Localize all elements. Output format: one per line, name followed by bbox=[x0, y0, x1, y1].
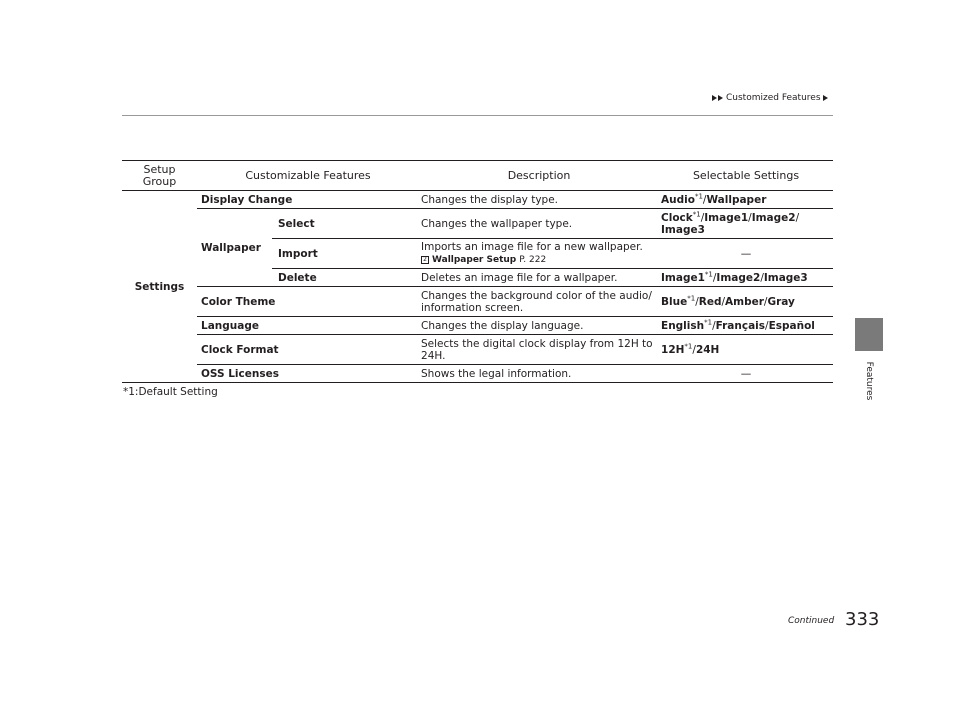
feature-description: Shows the legal information. bbox=[419, 365, 659, 383]
column-header-customizable-features: Customizable Features bbox=[197, 161, 419, 191]
triangle-right-icon bbox=[823, 95, 828, 101]
sub-feature-name: Delete bbox=[272, 269, 419, 287]
footnote: *1:Default Setting bbox=[123, 386, 218, 398]
table-row bbox=[122, 317, 833, 335]
selectable-settings: Audio$^{*1}$/Wallpaper bbox=[659, 191, 833, 209]
feature-name: Color Theme bbox=[197, 287, 419, 317]
triangle-right-icon bbox=[718, 95, 723, 101]
feature-name: OSS Licenses bbox=[197, 365, 419, 383]
cross-reference-page: P. 222 bbox=[519, 255, 547, 265]
selectable-settings: English$^{*1}$/Français/Español bbox=[659, 317, 833, 335]
column-header-description: Description bbox=[419, 161, 659, 191]
sub-feature-name: Import bbox=[272, 239, 419, 269]
column-header-selectable-settings: Selectable Settings bbox=[659, 161, 833, 191]
feature-name: Clock Format bbox=[197, 335, 419, 365]
selectable-settings: Clock$^{*1}$/Image1/Image2/ Image3 bbox=[659, 209, 833, 239]
header-rule bbox=[122, 115, 833, 116]
sub-feature-name: Select bbox=[272, 209, 419, 239]
table-row bbox=[122, 209, 833, 239]
table-row bbox=[122, 191, 833, 209]
cross-reference-title: Wallpaper Setup bbox=[432, 255, 517, 265]
selectable-settings: Blue$^{*1}$/Red/Amber/Gray bbox=[659, 287, 833, 317]
triangle-right-icon bbox=[712, 95, 717, 101]
breadcrumb bbox=[712, 93, 832, 103]
feature-name: Display Change bbox=[197, 191, 419, 209]
feature-name: Language bbox=[197, 317, 419, 335]
feature-description bbox=[419, 239, 659, 269]
selectable-settings: Image1$^{*1}$/Image2/Image3 bbox=[659, 269, 833, 287]
table-row bbox=[122, 287, 833, 317]
setup-group-cell: Settings bbox=[122, 191, 197, 383]
feature-description-text: Imports an image file for a new wallpaper. bbox=[421, 241, 643, 253]
section-tab-marker bbox=[855, 318, 883, 351]
page-number: 333 bbox=[845, 609, 880, 630]
feature-description: Changes the wallpaper type. bbox=[419, 209, 659, 239]
feature-description: Changes the background color of the audio/ information screen. bbox=[419, 287, 659, 317]
customizable-features-table bbox=[122, 160, 833, 383]
section-tab-label: Features bbox=[864, 361, 874, 401]
feature-description: Selects the digital clock display from 12H to 24H. bbox=[419, 335, 659, 365]
cross-reference-arrow-icon: 2 bbox=[421, 256, 429, 264]
continued-label: Continued bbox=[788, 616, 835, 626]
column-header-setup-group: Setup Group bbox=[122, 161, 197, 191]
feature-description: Changes the display language. bbox=[419, 317, 659, 335]
feature-description: Changes the display type. bbox=[419, 191, 659, 209]
selectable-settings: — bbox=[659, 365, 833, 383]
table-row bbox=[122, 365, 833, 383]
selectable-settings: $12H^{*1}/24H$ bbox=[659, 335, 833, 365]
table-header-row bbox=[122, 161, 833, 191]
feature-name: Wallpaper bbox=[197, 209, 272, 287]
table-row bbox=[122, 335, 833, 365]
breadcrumb-label: Customized Features bbox=[726, 93, 821, 103]
selectable-settings: — bbox=[659, 239, 833, 269]
cross-reference-link[interactable] bbox=[421, 254, 657, 266]
feature-description: Deletes an image file for a wallpaper. bbox=[419, 269, 659, 287]
